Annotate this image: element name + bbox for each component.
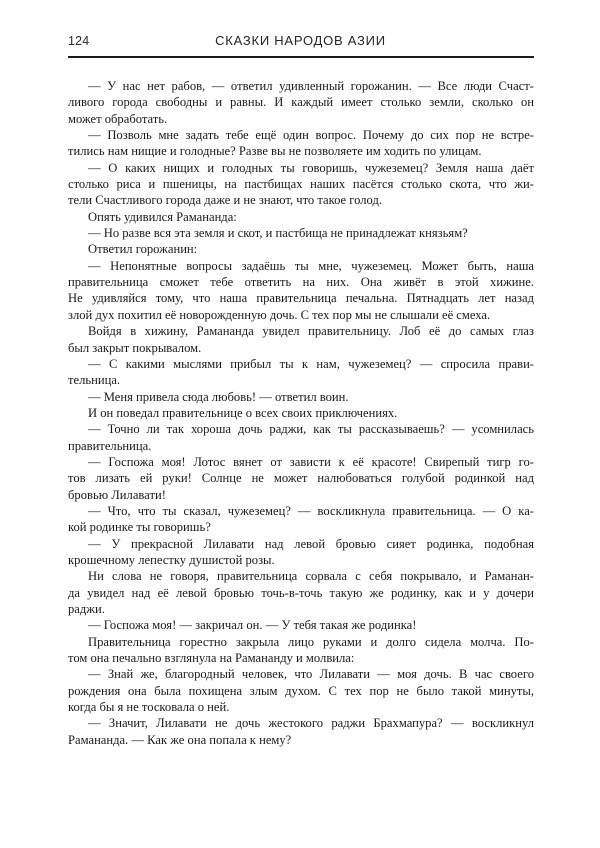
text-line: — Но разве вся эта земля и скот, и пастбища не принадлежат князьям? — [88, 226, 468, 241]
paragraph — [68, 258, 534, 323]
text-line: тов лизать ей руки! Солнце не может налюбоваться голубой родинкой над — [68, 471, 534, 486]
text-line: Войдя в хижину, Рамананда увидел правительницу. Лоб её до самых глаз — [88, 324, 534, 339]
text-line: Ни слова не говоря, правительница сорвала с себя покрывало, и Раманан- — [88, 569, 534, 584]
text-line: Ответил горожанин: — [88, 242, 198, 257]
text-line: раджи. — [68, 602, 105, 616]
text-line: — Позволь мне задать тебе ещё один вопрос. Почему до сих пор не встре- — [88, 128, 534, 143]
paragraph — [68, 241, 534, 257]
text-line: крошечному лепестку душистой розы. — [68, 552, 275, 567]
text-line: — Непонятные вопросы задаёшь ты мне, чужеземец. Может быть, наша — [88, 258, 534, 273]
paragraph — [68, 160, 534, 209]
text-line: тели Счастливого города даже и не знают, что такое голод. — [68, 193, 383, 208]
text-line: тились нам нищие и голодные? Разве вы не позволяете им ходить по улицам. — [68, 144, 482, 159]
paragraph — [68, 634, 534, 667]
text-line: кой родинке ты говоришь? — [68, 520, 211, 535]
text-line: — С какими мыслями прибыл ты к нам, чужеземец? — спросила прави- — [88, 356, 534, 371]
paragraph — [68, 78, 534, 127]
text-line: когда бы я не тосковала о ней. — [68, 700, 230, 715]
text-line: столько риса и пшеницы, на пастбищах наших пасётся столько скота, что жи- — [68, 177, 534, 192]
text-line: Правительница горестно закрыла лицо руками и долго сидела молча. По- — [88, 634, 534, 649]
paragraph — [68, 127, 534, 160]
running-title: СКАЗКИ НАРОДОВ АЗИИ — [215, 33, 386, 48]
paragraph — [68, 568, 534, 617]
text-line: может обработать. — [68, 111, 168, 126]
paragraph — [68, 715, 534, 748]
running-head — [68, 33, 533, 55]
text-line: — Госпожа моя! — закричал он. — У тебя такая же родинка! — [88, 618, 417, 633]
text-line: ливого города свободны и равны. И каждый имеет столько земли, сколько он — [68, 95, 534, 110]
paragraph — [68, 421, 534, 454]
text-line: злой дух похитил её новорожденную дочь. С тех пор мы не слышали её смеха. — [68, 307, 491, 322]
paragraph — [68, 389, 534, 405]
paragraph — [68, 356, 534, 389]
text-line: — О каких нищих и голодных ты говоришь, чужеземец? Земля наша даёт — [88, 160, 534, 175]
text-line: — Точно ли так хороша дочь раджи, как ты рассказываешь? — усомнилась — [88, 422, 534, 437]
paragraph — [68, 617, 534, 633]
paragraph — [68, 405, 534, 421]
text-line: — У прекрасной Лилавати над левой бровью сияет родинка, подобная — [88, 536, 534, 551]
body-text — [68, 78, 534, 748]
text-line: — Знай же, благородный человек, что Лилавати — моя дочь. В час своего — [88, 667, 534, 682]
text-line: Не удивляйся тому, что наша правительница печальна. Пятнадцать лет назад — [68, 291, 534, 306]
text-line: бровью Лилавати! — [68, 487, 166, 502]
text-line: рождения она была похищена злым духом. С тех пор не было такой минуты, — [68, 683, 534, 698]
text-line: том она печально взглянула на Рамананду и молвила: — [68, 651, 355, 666]
text-line: Опять удивился Рамананда: — [88, 209, 237, 224]
paragraph — [68, 536, 534, 569]
paragraph — [68, 666, 534, 715]
paragraph — [68, 454, 534, 503]
text-line: да увидел над её левой бровью точь-в-точь такую же родинку, как и у дочери — [68, 585, 534, 600]
text-line: — Меня привела сюда любовь! — ответил воин. — [88, 389, 349, 404]
text-line: правительница сможет тебе ответить на них. Она живёт в этой хижине. — [68, 275, 534, 290]
paragraph — [68, 323, 534, 356]
text-line: — У нас нет рабов, — ответил удивленный горожанин. — Все люди Счаст- — [88, 79, 534, 93]
header-rule — [68, 56, 534, 58]
text-line: был закрыт покрывалом. — [68, 340, 202, 355]
text-line: тельница. — [68, 373, 121, 388]
text-line: И он поведал правительнице о всех своих приключениях. — [88, 405, 398, 420]
paragraph — [68, 225, 534, 241]
page-number: 124 — [68, 34, 90, 48]
text-line: — Госпожа моя! Лотос вянет от зависти к её красоте! Свирепый тигр го- — [88, 454, 534, 469]
text-line: — Значит, Лилавати не дочь жестокого раджи Брахмапура? — воскликнул — [88, 716, 534, 731]
text-line: — Что, что ты сказал, чужеземец? — воскликнула правительница. — О ка- — [88, 503, 534, 518]
text-line: Рамананда. — Как же она попала к нему? — [68, 732, 292, 747]
paragraph — [68, 503, 534, 536]
paragraph — [68, 209, 534, 225]
text-line: правительница. — [68, 438, 152, 453]
